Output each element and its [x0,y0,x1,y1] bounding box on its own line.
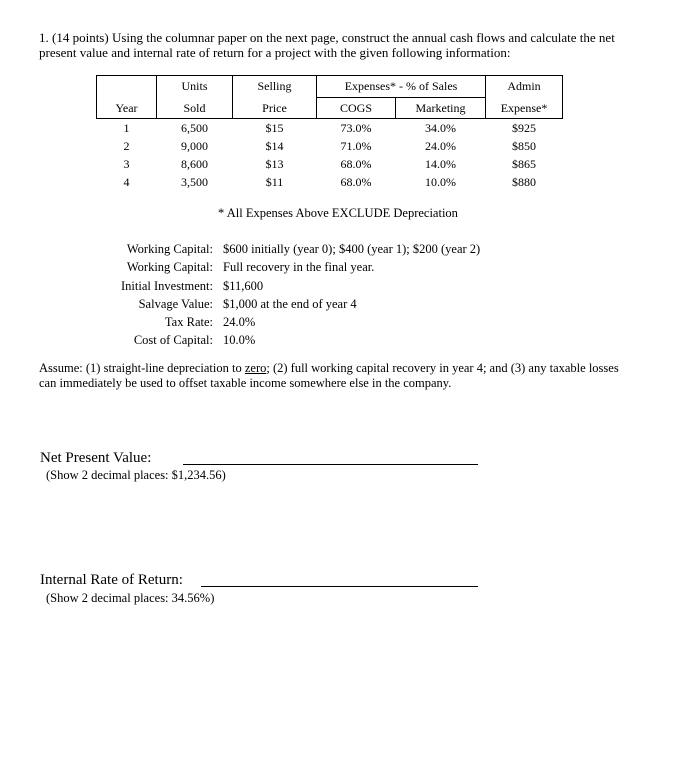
assume-underlined: zero [244,361,267,375]
info-row [80,295,480,313]
info-value: Full recovery in the final year. [223,260,375,275]
units-cell: 3,500 [181,175,208,189]
assumptions-paragraph [39,361,639,391]
cogs-cell: 71.0% [340,139,372,153]
header-admin: Admin [486,76,563,98]
admin-cell: $850 [512,139,537,153]
table-row [97,155,563,173]
marketing-cell: 34.0% [425,121,456,135]
header-units: Units [157,76,233,98]
info-value: $11,600 [223,278,264,293]
info-label: Working Capital: [126,260,213,275]
units-cell: 8,600 [181,157,208,171]
question-number: 1. [39,30,49,45]
year-cell: 3 [123,157,130,171]
marketing-cell: 14.0% [425,157,456,171]
units-cell: 6,500 [181,121,208,135]
info-value: $600 initially (year 0); $400 (year 1); $200 (year 2) [223,242,481,256]
info-label: Tax Rate: [164,315,213,330]
assume-prefix: Assume: (1) straight-line depreciation to [39,361,245,375]
npv-answer-line[interactable] [183,464,478,465]
project-data-table [96,75,563,191]
irr-hint: (Show 2 decimal places: 34.56%) [46,591,215,605]
info-row [80,277,480,295]
year-cell: 1 [123,121,130,135]
header-year: Year [97,98,157,119]
header-selling: Selling [233,76,317,98]
info-value: $1,000 at the end of year 4 [223,296,357,311]
question-body: Using the columnar paper on the next page, construct the annual cash flows and calculate the net present value and internal rate of return for a project with the given following information: [39,30,615,60]
header-marketing: Marketing [396,98,486,119]
info-value: 24.0% [223,315,256,330]
marketing-cell: 24.0% [425,139,456,153]
info-value: 10.0% [223,333,256,348]
price-cell: $15 [265,121,284,135]
header-expenses-group: Expenses* - % of Sales [317,76,486,98]
npv-hint: (Show 2 decimal places: $1,234.56) [46,468,226,482]
question-points: (14 points) [52,30,109,45]
admin-cell: $925 [512,121,537,135]
table-row [97,137,563,155]
admin-cell: $865 [512,157,537,171]
assume-suffix: ; (2) full working capital recovery in year 4; and (3) any taxable losses can immediately be used to offset taxable income somewhere else in the company. [39,361,619,390]
marketing-cell: 10.0% [425,175,456,189]
info-label: Initial Investment: [121,278,213,293]
cogs-cell: 68.0% [340,175,372,189]
header-admin-expense: Expense* [486,98,563,119]
info-label: Working Capital: [126,242,213,256]
table-row [97,119,563,138]
header-sold: Sold [157,98,233,119]
question-text [39,30,639,60]
header-price: Price [233,98,317,119]
year-cell: 4 [123,175,130,189]
info-row [80,258,480,276]
year-cell: 2 [123,139,130,153]
info-row [80,331,480,349]
cogs-cell: 73.0% [340,121,372,135]
admin-cell: $880 [512,175,537,189]
price-cell: $13 [265,157,284,171]
table-row [97,173,563,191]
units-cell: 9,000 [181,139,208,153]
info-row [80,313,480,331]
price-cell: $11 [265,175,284,189]
info-label: Cost of Capital: [133,333,213,348]
expenses-footnote: * All Expenses Above EXCLUDE Depreciation [218,206,458,220]
cogs-cell: 68.0% [340,157,372,171]
price-cell: $14 [265,139,284,153]
irr-answer-line[interactable] [201,586,478,587]
npv-label: Net Present Value: [40,450,152,466]
header-cogs: COGS [317,98,396,119]
project-info-list [80,240,480,350]
irr-label: Internal Rate of Return: [40,572,183,588]
info-row [80,240,480,258]
info-label: Salvage Value: [138,296,213,311]
